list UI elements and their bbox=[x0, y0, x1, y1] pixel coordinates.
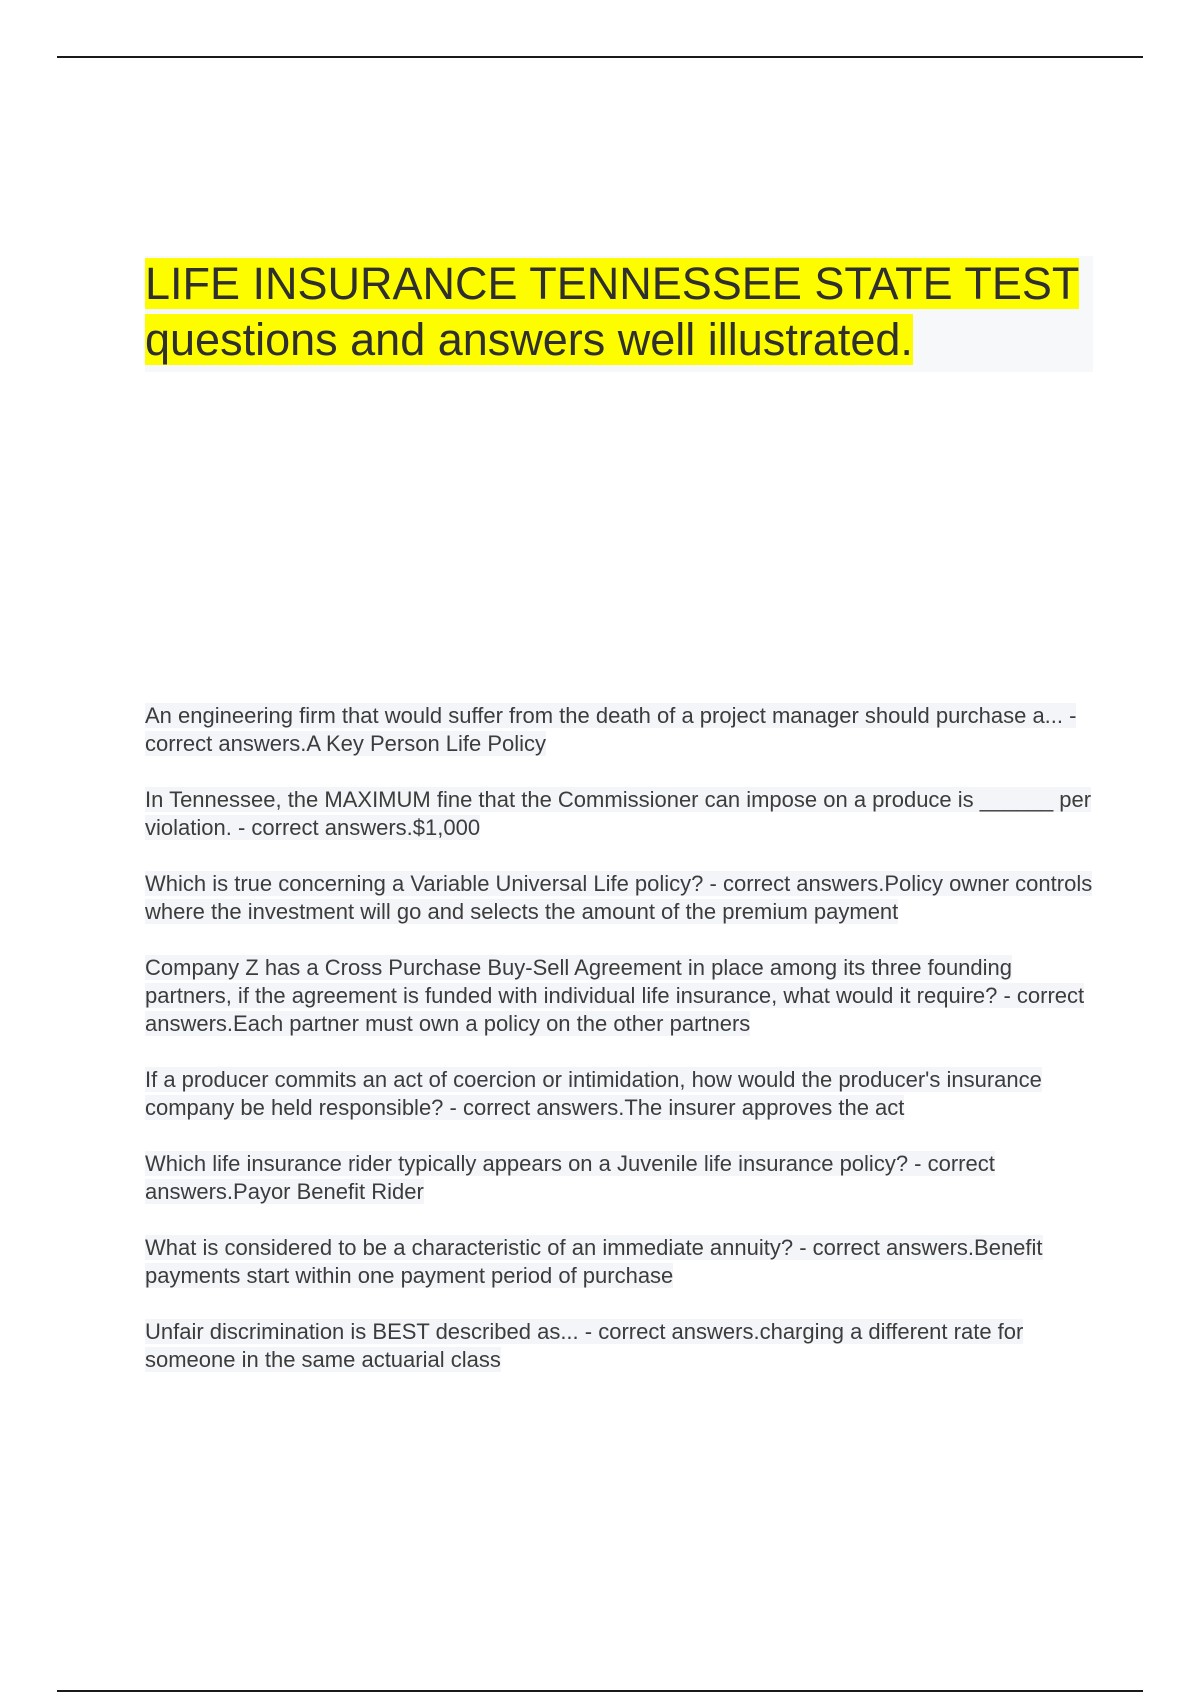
qa-item bbox=[145, 702, 1095, 758]
document-title-text: LIFE INSURANCE TENNESSEE STATE TEST questions and answers well illustrated. bbox=[145, 258, 1080, 365]
qa-item-text: Company Z has a Cross Purchase Buy-Sell Agreement in place among its three founding partners, if the agreement is funded with individual life insurance, what would it require? - correct answers.Each partner must own a policy on the other partners bbox=[145, 955, 1085, 1036]
qa-item-text: An engineering firm that would suffer from the death of a project manager should purchase a... - correct answers.A Key Person Life Policy bbox=[145, 703, 1077, 756]
qa-item-text: Which is true concerning a Variable Universal Life policy? - correct answers.Policy owner controls where the investment will go and selects the amount of the premium payment bbox=[145, 871, 1093, 924]
qa-item-text: Unfair discrimination is BEST described as... - correct answers.charging a different rate for someone in the same actuarial class bbox=[145, 1319, 1024, 1372]
qa-item bbox=[145, 1150, 1095, 1206]
qa-item-text: Which life insurance rider typically appears on a Juvenile life insurance policy? - correct answers.Payor Benefit Rider bbox=[145, 1151, 995, 1204]
qa-item bbox=[145, 1318, 1095, 1374]
qa-item-text: If a producer commits an act of coercion or intimidation, how would the producer's insurance company be held responsible? - correct answers.The insurer approves the act bbox=[145, 1067, 1042, 1120]
qa-item bbox=[145, 1066, 1095, 1122]
document-title-block bbox=[145, 256, 1093, 372]
qa-item bbox=[145, 954, 1095, 1038]
qa-list bbox=[145, 702, 1095, 1402]
qa-item-text: What is considered to be a characteristic of an immediate annuity? - correct answers.Benefit payments start within one payment period of purchase bbox=[145, 1235, 1043, 1288]
qa-item bbox=[145, 1234, 1095, 1290]
qa-item-text: In Tennessee, the MAXIMUM fine that the Commissioner can impose on a produce is ______ per violation. - correct answers.$1,000 bbox=[145, 787, 1092, 840]
bottom-rule bbox=[57, 1690, 1143, 1692]
qa-item bbox=[145, 786, 1095, 842]
qa-item bbox=[145, 870, 1095, 926]
top-rule bbox=[57, 56, 1143, 58]
document-title bbox=[145, 256, 1093, 368]
